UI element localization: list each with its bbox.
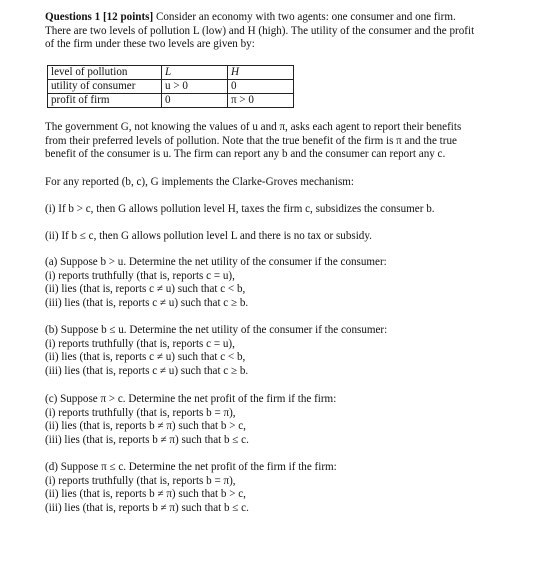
part-item: (iii) lies (that is, reports c ≠ u) such that c ≥ b. (45, 296, 249, 309)
intro-line-2: There are two levels of pollution L (low) and H (high). The utility of the consumer and the profit (45, 24, 475, 37)
table-cell: u > 0 (162, 80, 228, 94)
part-heading: (a) Suppose b > u. Determine the net utility of the consumer if the consumer: (45, 256, 387, 268)
paragraph-line: The government G, not knowing the values of u and π, asks each agent to report their benefits (45, 121, 462, 133)
table-cell: utility of consumer (48, 80, 162, 94)
part-heading: (d) Suppose π ≤ c. Determine the net profit of the firm if the firm: (45, 461, 337, 473)
part-item: (i) reports truthfully (that is, reports c = u), (45, 269, 235, 282)
table-row (48, 80, 294, 94)
rule-ii (45, 230, 515, 244)
table-cell: 0 (228, 80, 294, 94)
part-c (45, 393, 515, 447)
part-b (45, 324, 515, 378)
part-item: (ii) lies (that is, reports b ≠ π) such that b > c, (45, 420, 246, 433)
part-heading: (b) Suppose b ≤ u. Determine the net utility of the consumer if the consumer: (45, 324, 388, 336)
intro-line-1: Questions 1 [12 points] Consider an economy with two agents: one consumer and one firm. (45, 11, 456, 23)
paragraph-line: (ii) If b ≤ c, then G allows pollution level L and there is no tax or subsidy. (45, 230, 372, 242)
intro-paragraph (45, 11, 515, 52)
part-item: (i) reports truthfully (that is, reports b = π), (45, 406, 236, 419)
part-item: (ii) lies (that is, reports c ≠ u) such that c < b, (45, 283, 246, 296)
table-cell: level of pollution (48, 66, 162, 80)
table-row (48, 94, 294, 108)
part-item: (i) reports truthfully (that is, reports b = π), (45, 474, 236, 487)
table-cell: π > 0 (228, 94, 294, 108)
table-cell: 0 (162, 94, 228, 108)
government-paragraph (45, 121, 515, 162)
part-a (45, 256, 515, 310)
part-item: (ii) lies (that is, reports b ≠ π) such that b > c, (45, 488, 246, 501)
mechanism-intro (45, 176, 515, 190)
paragraph-line: For any reported (b, c), G implements the Clarke-Groves mechanism: (45, 176, 354, 188)
part-heading: (c) Suppose π > c. Determine the net profit of the firm if the firm: (45, 393, 337, 405)
paragraph-line: (i) If b > c, then G allows pollution level H, taxes the firm c, subsidizes the consumer b. (45, 203, 435, 215)
part-item: (iii) lies (that is, reports b ≠ π) such that b ≤ c. (45, 501, 249, 514)
table-cell: L (162, 66, 228, 80)
pollution-table (47, 65, 294, 108)
part-item: (ii) lies (that is, reports c ≠ u) such that c < b, (45, 351, 246, 364)
table-header-row (48, 66, 294, 80)
part-item: (iii) lies (that is, reports b ≠ π) such that b ≤ c. (45, 433, 249, 446)
question-heading: Questions 1 [12 points] (45, 11, 154, 23)
part-item: (iii) lies (that is, reports c ≠ u) such that c ≥ b. (45, 364, 249, 377)
paragraph-line: from their preferred levels of pollution. Note that the true benefit of the firm is π and the true (45, 134, 457, 147)
part-item: (i) reports truthfully (that is, reports c = u), (45, 337, 235, 350)
rule-i (45, 203, 515, 217)
table-cell: profit of firm (48, 94, 162, 108)
table-cell: H (228, 66, 294, 80)
part-d (45, 461, 515, 515)
paragraph-line: benefit of the consumer is u. The firm can report any b and the consumer can report any c. (45, 148, 446, 161)
intro-line-3: of the firm under these two levels are given by: (45, 38, 255, 51)
